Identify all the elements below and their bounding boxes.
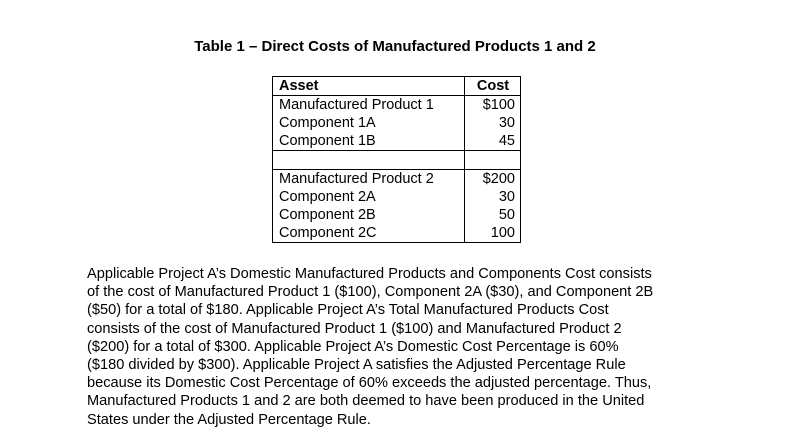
cost-cell: 100 [465, 224, 521, 243]
cost-cell: 30 [465, 188, 521, 206]
paragraph-line: of the cost of Manufactured Product 1 ($100), Component 2A ($30), and Component 2B [87, 284, 654, 301]
asset-cell: Manufactured Product 2 [273, 170, 465, 189]
paragraph-line: Applicable Project A’s Domestic Manufactured Products and Components Cost consists [87, 266, 652, 282]
asset-cell: Manufactured Product 1 [273, 96, 465, 115]
cost-cell: 45 [465, 132, 521, 151]
table-header-row [273, 77, 521, 96]
asset-cell: Component 1B [273, 132, 465, 151]
asset-cell: Component 2B [273, 206, 465, 224]
paragraph-line: ($200) for a total of $300. Applicable Project A’s Domestic Cost Percentage is 60% [87, 338, 619, 355]
table-row [273, 188, 521, 206]
spacer-row [273, 151, 521, 170]
cost-cell: $100 [465, 96, 521, 115]
direct-costs-table [272, 76, 521, 243]
table-row [273, 114, 521, 132]
asset-cell: Component 2A [273, 188, 465, 206]
paragraph-line: because its Domestic Cost Percentage of 60% exceeds the adjusted percentage. Thus, [87, 375, 652, 392]
cost-cell: $200 [465, 170, 521, 189]
table-title: Table 1 – Direct Costs of Manufactured Products 1 and 2 [194, 38, 596, 55]
paragraph-line: Manufactured Products 1 and 2 are both deemed to have been produced in the United [87, 393, 645, 410]
paragraph-line: consists of the cost of Manufactured Product 1 ($100) and Manufactured Product 2 [87, 320, 622, 337]
table-row [273, 170, 521, 189]
asset-cell: Component 1A [273, 114, 465, 132]
header-cost: Cost [465, 77, 521, 96]
table-row [273, 224, 521, 243]
paragraph-line: States under the Adjusted Percentage Rule. [87, 411, 371, 428]
cost-cell: 50 [465, 206, 521, 224]
cost-cell [465, 151, 521, 170]
table-row [273, 206, 521, 224]
asset-cell [273, 151, 465, 170]
table-row [273, 96, 521, 115]
cost-cell: 30 [465, 114, 521, 132]
header-asset: Asset [273, 77, 465, 96]
table-row [273, 132, 521, 151]
paragraph-line: ($50) for a total of $180. Applicable Project A’s Total Manufactured Products Cost [87, 302, 609, 319]
paragraph-line: ($180 divided by $300). Applicable Project A satisfies the Adjusted Percentage Rule [87, 357, 626, 374]
asset-cell: Component 2C [273, 224, 465, 243]
explanation-paragraph [87, 265, 727, 429]
